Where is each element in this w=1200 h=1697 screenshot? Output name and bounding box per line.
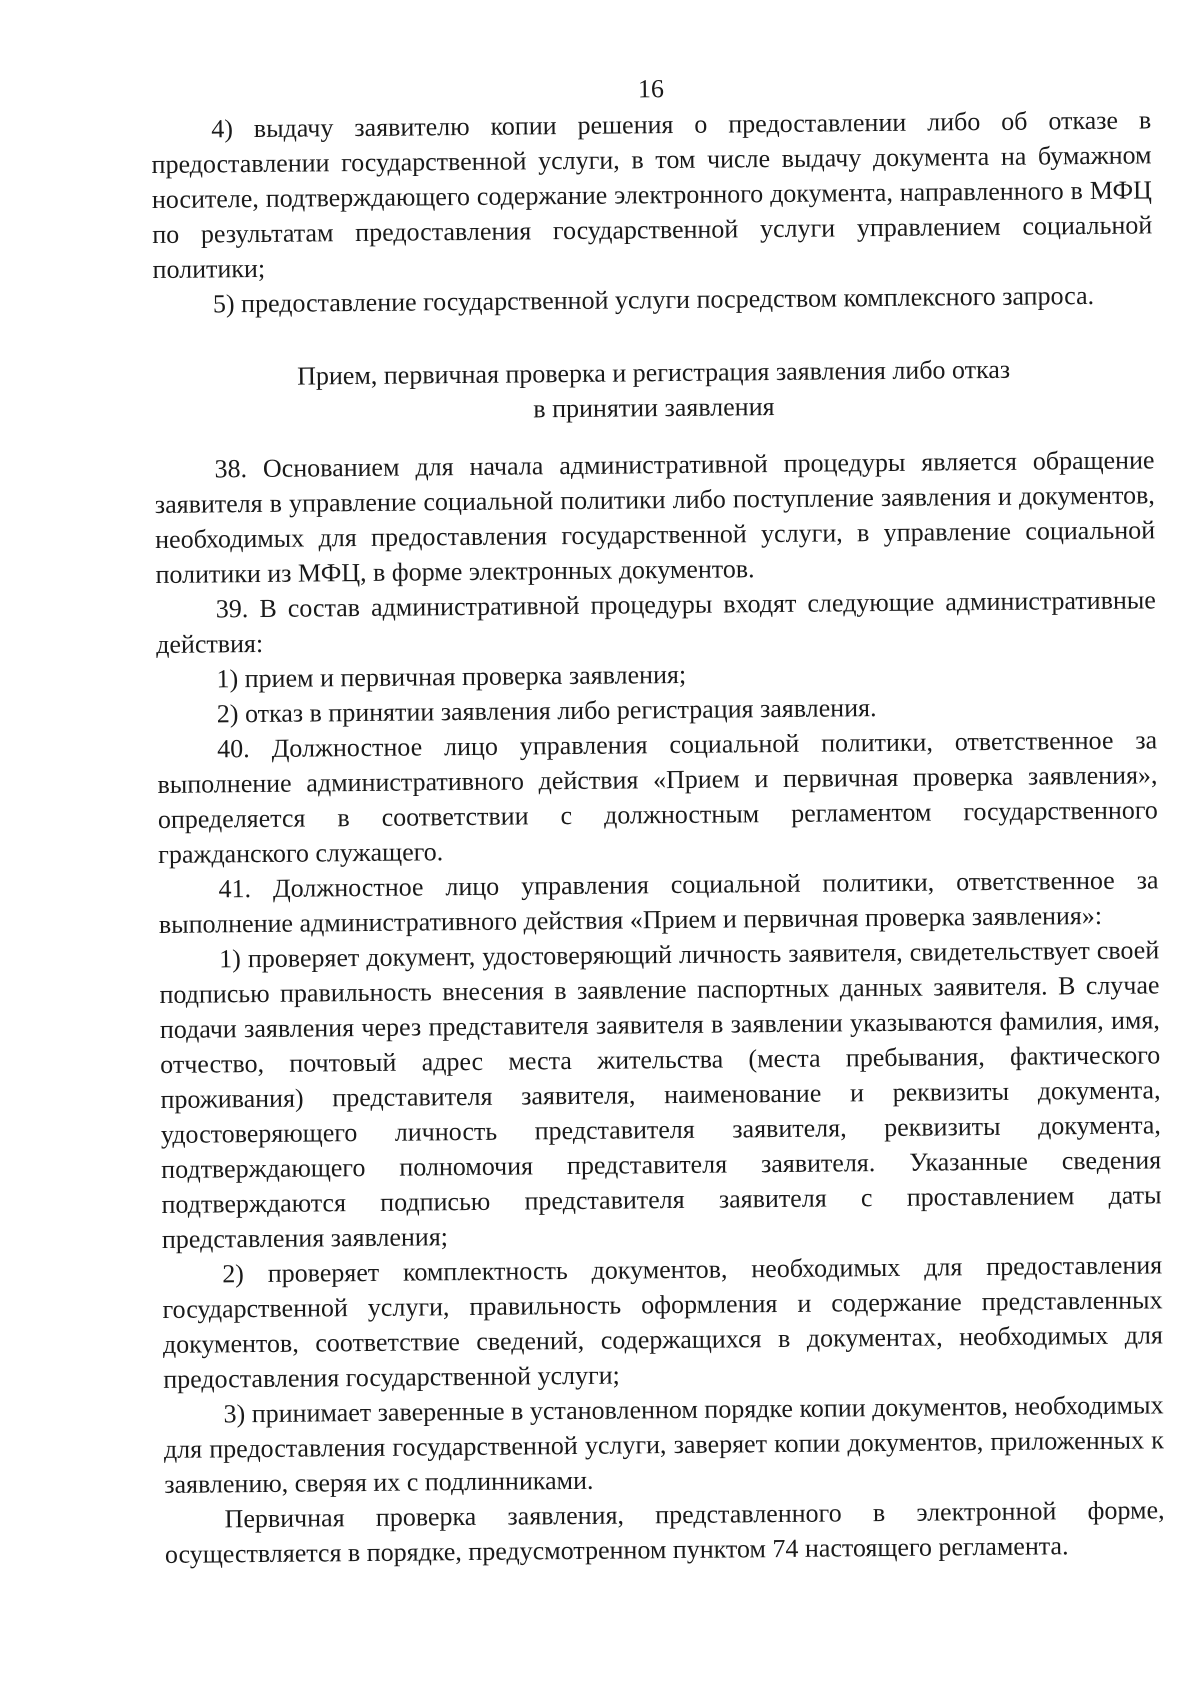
paragraph: Первичная проверка заявления, представленного в электронной форме, осуществляется в порядке, предусмотренном пунктом 74 настоящего регламента. [164,1495,1165,1569]
paragraph: 2) отказ в принятии заявления либо регистрация заявления. [216,693,877,729]
top-paragraphs [151,102,1153,322]
paragraph: 39. В состав административной процедуры входят следующие административные действия: [156,585,1156,659]
section-heading [153,350,1154,430]
paragraph: 1) прием и первичная проверка заявления; [216,659,687,694]
paragraph: 5) предоставление государственной услуги посредством комплексного запроса. [212,280,1095,319]
page-number: 16 [637,74,665,104]
section-heading-line: в принятии заявления [533,392,775,424]
paragraph: 4) выдачу заявителю копии решения о предоставлении либо об отказе в предоставлении государственной услуги, в том числе выдачу документа на бумажном носителе, подтверждающего содержание электронного документа, направленного в МФЦ по результатам предоставления государственной услуги управлением социальной политики; [151,105,1153,284]
paragraph: 40. Должностное лицо управления социальной политики, ответственное за выполнение административного действия «Прием и первичная проверка заявления», определяется в соответствии с должностным регламентом государственного гражданского служащего. [157,725,1158,869]
paragraph: 41. Должностное лицо управления социальной политики, ответственное за выполнение административного действия «Прием и первичная проверка заявления»: [158,865,1159,939]
paragraph: 38. Основанием для начала административной процедуры является обращение заявителя в управление социальной политики либо поступление заявления и документов, необходимых для предоставления государственной услуги, в управление социальной политики из МФЦ, в форме электронных документов. [154,445,1156,589]
paragraph: 1) проверяет документ, удостоверяющий личность заявителя, свидетельствует своей подписью правильность внесения в заявление паспортных данных заявителя. В случае подачи заявления через представителя заявителя в заявлении указываются фамилия, имя, отчество, почтовый адрес места жительства (места пребывания, фактического проживания) представителя заявителя, наименование и реквизиты документа, удостоверяющего личность представителя заявителя, реквизиты документа, подтверждающего полномочия представителя заявителя. Указанные сведения подтверждаются подписью представителя заявителя с проставлением даты представления заявления; [159,935,1162,1254]
paragraph: 2) проверяет комплектность документов, необходимых для предоставления государственной услуги, правильность оформления и содержание представленных документов, соответствие сведений, содержащихся в документах, необходимых для предоставления государственной услуги; [162,1250,1163,1394]
section-heading-line: Прием, первичная проверка и регистрация заявления либо отказ [296,354,1011,391]
paragraph: 3) принимает заверенные в установленном порядке копии документов, необходимых для предоставления государственной услуги, заверяет копии документов, приложенных к заявлению, сверяя их с подлинниками. [163,1390,1165,1499]
main-paragraphs [154,442,1165,1572]
